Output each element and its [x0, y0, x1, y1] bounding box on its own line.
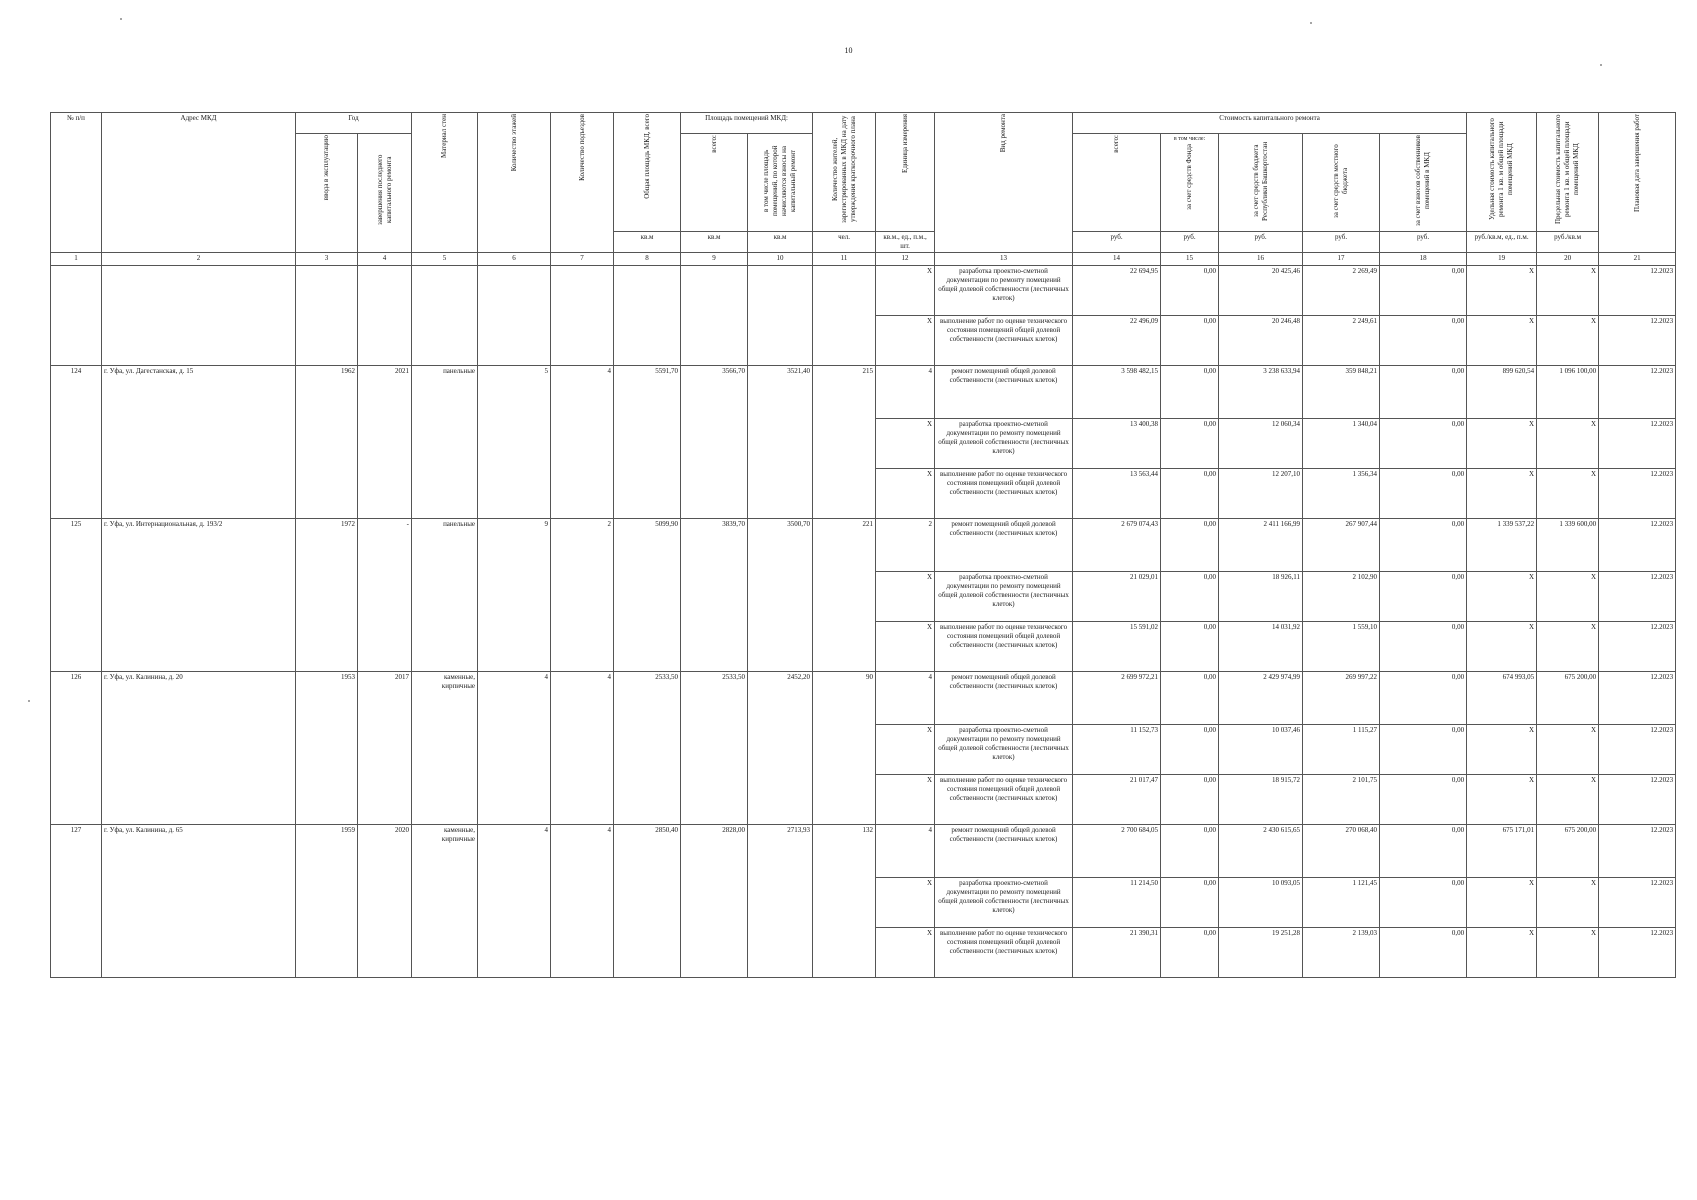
column-number: 10	[748, 253, 813, 266]
year-built: 1972	[296, 519, 358, 672]
cost-fund: 0,00	[1161, 266, 1219, 316]
entrances: 2	[551, 519, 614, 672]
total-area: 2850,40	[614, 825, 681, 978]
unit-cost: 675 171,01	[1467, 825, 1537, 878]
unit-cost-budget-rb: руб.	[1219, 232, 1303, 253]
column-number: 19	[1467, 253, 1537, 266]
wall-material: каменные, кирпичные	[412, 825, 478, 978]
repair-work: выполнение работ по оценке технического состояния помещений общей долевой собственности (лестничных клеток)	[935, 775, 1073, 825]
header-premises-area: Площадь помещений МКД:	[681, 113, 813, 134]
header-cost: Стоимость капитального ремонта	[1073, 113, 1467, 134]
repair-work: разработка проектно-сметной документации по ремонту помещений общей долевой собственности (лестничных клеток)	[935, 419, 1073, 469]
unit-cost: X	[1467, 622, 1537, 672]
building-address: г. Уфа, ул. Дагестанская, д. 15	[102, 366, 296, 519]
empty-cell	[614, 266, 681, 366]
cost-local: 1 340,04	[1303, 419, 1380, 469]
year-last-repair: 2020	[358, 825, 412, 978]
entrances: 4	[551, 672, 614, 825]
unit-cost-fund: руб.	[1161, 232, 1219, 253]
empty-cell	[748, 266, 813, 366]
cost-total: 3 598 482,15	[1073, 366, 1161, 419]
header-cost-owners: за счет взносов собственников помещений в МКД	[1380, 134, 1467, 232]
max-cost: 1 339 600,00	[1537, 519, 1599, 572]
wall-material: панельные	[412, 366, 478, 519]
repair-work: разработка проектно-сметной документации по ремонту помещений общей долевой собственности (лестничных клеток)	[935, 725, 1073, 775]
building-no: 127	[51, 825, 102, 978]
unit-cost: X	[1467, 928, 1537, 978]
header-repair-type: Вид ремонта	[935, 113, 1073, 253]
deadline: 12.2023	[1599, 469, 1676, 519]
total-area: 2533,50	[614, 672, 681, 825]
repair-work: ремонт помещений общей долевой собственности (лестничных клеток)	[935, 672, 1073, 725]
cost-local: 1 356,34	[1303, 469, 1380, 519]
scan-speck	[28, 700, 30, 702]
header-entrances: Количество подъездов	[551, 113, 614, 253]
entrances: 4	[551, 366, 614, 519]
cost-owners: 0,00	[1380, 725, 1467, 775]
table-body	[51, 266, 1676, 978]
repair-work: выполнение работ по оценке технического состояния помещений общей долевой собственности (лестничных клеток)	[935, 316, 1073, 366]
cost-owners: 0,00	[1380, 878, 1467, 928]
cost-total: 22 694,95	[1073, 266, 1161, 316]
max-cost: X	[1537, 266, 1599, 316]
empty-cell	[296, 266, 358, 366]
header-unit-cost: Удельная стоимость капитального ремонта 1 кв. м общей площади помещений МКД	[1467, 113, 1537, 232]
cost-fund: 0,00	[1161, 419, 1219, 469]
floors: 4	[478, 672, 551, 825]
max-cost: X	[1537, 572, 1599, 622]
cost-owners: 0,00	[1380, 469, 1467, 519]
repair-work: разработка проектно-сметной документации по ремонту помещений общей долевой собственности (лестничных клеток)	[935, 572, 1073, 622]
unit-cost: 899 620,54	[1467, 366, 1537, 419]
premises-repair: 3500,70	[748, 519, 813, 672]
residents: 132	[813, 825, 876, 978]
header-cost-local: за счет средств местного бюджета	[1303, 134, 1380, 232]
header-year-commission: ввода в эксплуатацию	[296, 134, 358, 253]
table-row	[51, 672, 1676, 725]
table-header	[51, 113, 1676, 266]
deadline: 12.2023	[1599, 316, 1676, 366]
cost-fund: 0,00	[1161, 622, 1219, 672]
deadline: 12.2023	[1599, 672, 1676, 725]
premises-total: 2828,00	[681, 825, 748, 978]
cost-total: 13 400,38	[1073, 419, 1161, 469]
cost-owners: 0,00	[1380, 672, 1467, 725]
premises-total: 2533,50	[681, 672, 748, 825]
column-number: 9	[681, 253, 748, 266]
cost-budget-rb: 3 238 633,94	[1219, 366, 1303, 419]
cost-local: 359 848,21	[1303, 366, 1380, 419]
unit-unit-cost: руб./кв.м, ед., п.м.	[1467, 232, 1537, 253]
cost-budget-rb: 12 060,34	[1219, 419, 1303, 469]
wall-material: панельные	[412, 519, 478, 672]
cost-total: 21 017,47	[1073, 775, 1161, 825]
cost-local: 2 101,75	[1303, 775, 1380, 825]
repair-work: выполнение работ по оценке технического состояния помещений общей долевой собственности (лестничных клеток)	[935, 622, 1073, 672]
cost-budget-rb: 18 926,11	[1219, 572, 1303, 622]
unit-qty: X	[876, 572, 935, 622]
empty-cell	[551, 266, 614, 366]
deadline: 12.2023	[1599, 266, 1676, 316]
cost-total: 2 679 074,43	[1073, 519, 1161, 572]
cost-budget-rb: 10 093,05	[1219, 878, 1303, 928]
cost-local: 267 907,44	[1303, 519, 1380, 572]
scan-speck	[1310, 22, 1312, 24]
cost-total: 21 390,31	[1073, 928, 1161, 978]
unit-cost: X	[1467, 572, 1537, 622]
unit-max-cost: руб./кв.м	[1537, 232, 1599, 253]
cost-budget-rb: 10 037,46	[1219, 725, 1303, 775]
deadline: 12.2023	[1599, 878, 1676, 928]
column-number: 7	[551, 253, 614, 266]
cost-owners: 0,00	[1380, 928, 1467, 978]
cost-local: 2 139,03	[1303, 928, 1380, 978]
column-number: 4	[358, 253, 412, 266]
entrances: 4	[551, 825, 614, 978]
unit-qty: X	[876, 316, 935, 366]
unit-qty: 4	[876, 672, 935, 725]
column-number: 20	[1537, 253, 1599, 266]
unit-qty: X	[876, 469, 935, 519]
cost-fund: 0,00	[1161, 519, 1219, 572]
cost-local: 1 115,27	[1303, 725, 1380, 775]
cost-local: 1 121,45	[1303, 878, 1380, 928]
building-no: 126	[51, 672, 102, 825]
unit-cost: X	[1467, 775, 1537, 825]
cost-owners: 0,00	[1380, 419, 1467, 469]
header-deadline: Плановая дата завершения работ	[1599, 113, 1676, 253]
total-area: 5099,90	[614, 519, 681, 672]
empty-cell	[102, 266, 296, 366]
cost-owners: 0,00	[1380, 825, 1467, 878]
premises-repair: 3521,40	[748, 366, 813, 519]
unit-qty: X	[876, 622, 935, 672]
cost-fund: 0,00	[1161, 672, 1219, 725]
column-number: 17	[1303, 253, 1380, 266]
cost-budget-rb: 19 251,28	[1219, 928, 1303, 978]
floors: 4	[478, 825, 551, 978]
header-premises-total: всего:	[681, 134, 748, 232]
unit-qty: 4	[876, 825, 935, 878]
unit-qty: 2	[876, 519, 935, 572]
max-cost: X	[1537, 622, 1599, 672]
unit-cost-local: руб.	[1303, 232, 1380, 253]
column-number: 18	[1380, 253, 1467, 266]
empty-cell	[478, 266, 551, 366]
header-total-area: Общая площадь МКД, всего	[614, 113, 681, 232]
residents: 221	[813, 519, 876, 672]
header-unit: Единица измерения	[876, 113, 935, 232]
cost-local: 2 269,49	[1303, 266, 1380, 316]
unit-qty: X	[876, 419, 935, 469]
column-number: 2	[102, 253, 296, 266]
cost-fund: 0,00	[1161, 316, 1219, 366]
cost-local: 1 559,10	[1303, 622, 1380, 672]
cost-owners: 0,00	[1380, 622, 1467, 672]
unit-qty: X	[876, 775, 935, 825]
max-cost: X	[1537, 469, 1599, 519]
repair-work: ремонт помещений общей долевой собственности (лестничных клеток)	[935, 519, 1073, 572]
deadline: 12.2023	[1599, 928, 1676, 978]
unit-qty: X	[876, 928, 935, 978]
empty-cell	[51, 266, 102, 366]
cost-total: 15 591,02	[1073, 622, 1161, 672]
header-cost-budget-rb: за счет средств бюджета Республики Башкортостан	[1219, 134, 1303, 232]
table-row	[51, 266, 1676, 316]
unit-cost: 1 339 537,22	[1467, 519, 1537, 572]
unit-cost: X	[1467, 266, 1537, 316]
header-max-cost: Предельная стоимость капитального ремонта 1 кв. м общей площади помещений МКД	[1537, 113, 1599, 232]
header-premises-repair: в том числе площадь помещений, по которой начисляются взносы на капитальный ремонт	[748, 134, 813, 232]
unit-cost: X	[1467, 316, 1537, 366]
deadline: 12.2023	[1599, 775, 1676, 825]
cost-fund: 0,00	[1161, 469, 1219, 519]
column-number: 1	[51, 253, 102, 266]
max-cost: X	[1537, 316, 1599, 366]
residents: 90	[813, 672, 876, 825]
cost-owners: 0,00	[1380, 519, 1467, 572]
table-row	[51, 366, 1676, 419]
deadline: 12.2023	[1599, 519, 1676, 572]
premises-repair: 2452,20	[748, 672, 813, 825]
header-cost-fund: в том числе: за счет средств Фонда	[1161, 134, 1219, 232]
empty-cell	[681, 266, 748, 366]
unit-residents: чел.	[813, 232, 876, 253]
building-address: г. Уфа, ул. Калинина, д. 65	[102, 825, 296, 978]
max-cost: X	[1537, 928, 1599, 978]
unit-qty: X	[876, 266, 935, 316]
premises-total: 3839,70	[681, 519, 748, 672]
wall-material: каменные, кирпичные	[412, 672, 478, 825]
cost-fund: 0,00	[1161, 825, 1219, 878]
cost-owners: 0,00	[1380, 366, 1467, 419]
unit-qty: X	[876, 725, 935, 775]
cost-local: 2 249,61	[1303, 316, 1380, 366]
deadline: 12.2023	[1599, 419, 1676, 469]
cost-local: 2 102,90	[1303, 572, 1380, 622]
cost-total: 2 699 972,21	[1073, 672, 1161, 725]
deadline: 12.2023	[1599, 622, 1676, 672]
column-number: 12	[876, 253, 935, 266]
header-cost-total: всего:	[1073, 134, 1161, 232]
cost-budget-rb: 14 031,92	[1219, 622, 1303, 672]
column-number: 6	[478, 253, 551, 266]
unit-unit: кв.м., ед., п.м., шт.	[876, 232, 935, 253]
deadline: 12.2023	[1599, 572, 1676, 622]
max-cost: X	[1537, 419, 1599, 469]
year-last-repair: 2017	[358, 672, 412, 825]
cost-total: 21 029,01	[1073, 572, 1161, 622]
column-number: 16	[1219, 253, 1303, 266]
deadline: 12.2023	[1599, 825, 1676, 878]
cost-owners: 0,00	[1380, 775, 1467, 825]
cost-fund: 0,00	[1161, 928, 1219, 978]
cost-owners: 0,00	[1380, 266, 1467, 316]
header-year: Год	[296, 113, 412, 134]
floors: 5	[478, 366, 551, 519]
header-year-last-repair: завершения последнего капитального ремонта	[358, 134, 412, 253]
repair-work: разработка проектно-сметной документации по ремонту помещений общей долевой собственности (лестничных клеток)	[935, 266, 1073, 316]
cost-fund: 0,00	[1161, 725, 1219, 775]
column-number: 15	[1161, 253, 1219, 266]
cost-budget-rb: 20 246,48	[1219, 316, 1303, 366]
cost-fund: 0,00	[1161, 366, 1219, 419]
cost-budget-rb: 18 915,72	[1219, 775, 1303, 825]
total-area: 5591,70	[614, 366, 681, 519]
year-last-repair: -	[358, 519, 412, 672]
repair-work: ремонт помещений общей долевой собственности (лестничных клеток)	[935, 366, 1073, 419]
header-cost-incl: в том числе:	[1173, 136, 1206, 142]
column-number: 21	[1599, 253, 1676, 266]
column-number: 14	[1073, 253, 1161, 266]
residents: 215	[813, 366, 876, 519]
premises-total: 3566,70	[681, 366, 748, 519]
scan-speck	[1600, 64, 1602, 66]
year-built: 1962	[296, 366, 358, 519]
max-cost: X	[1537, 775, 1599, 825]
header-no: № п/п	[51, 113, 102, 253]
cost-owners: 0,00	[1380, 316, 1467, 366]
floors: 9	[478, 519, 551, 672]
building-address: г. Уфа, ул. Калинина, д. 20	[102, 672, 296, 825]
cost-total: 2 700 684,05	[1073, 825, 1161, 878]
unit-cost: X	[1467, 419, 1537, 469]
repair-work: разработка проектно-сметной документации по ремонту помещений общей долевой собственности (лестничных клеток)	[935, 878, 1073, 928]
cost-budget-rb: 12 207,10	[1219, 469, 1303, 519]
unit-cost: X	[1467, 725, 1537, 775]
column-number: 11	[813, 253, 876, 266]
header-floors: Количество этажей	[478, 113, 551, 253]
max-cost: X	[1537, 878, 1599, 928]
unit-qty: X	[876, 878, 935, 928]
cost-owners: 0,00	[1380, 572, 1467, 622]
cost-budget-rb: 2 411 166,99	[1219, 519, 1303, 572]
unit-cost: 674 993,05	[1467, 672, 1537, 725]
max-cost: 675 200,00	[1537, 672, 1599, 725]
column-number: 3	[296, 253, 358, 266]
unit-total-area: кв.м	[614, 232, 681, 253]
cost-budget-rb: 2 430 615,65	[1219, 825, 1303, 878]
unit-cost-total: руб.	[1073, 232, 1161, 253]
empty-cell	[358, 266, 412, 366]
column-number: 8	[614, 253, 681, 266]
column-number: 13	[935, 253, 1073, 266]
year-built: 1959	[296, 825, 358, 978]
cost-total: 11 152,73	[1073, 725, 1161, 775]
cost-local: 269 997,22	[1303, 672, 1380, 725]
cost-local: 270 068,40	[1303, 825, 1380, 878]
page-number: 10	[844, 46, 853, 55]
column-numbers-row	[51, 253, 1676, 266]
year-built: 1953	[296, 672, 358, 825]
cost-total: 11 214,50	[1073, 878, 1161, 928]
scan-speck	[120, 18, 122, 20]
year-last-repair: 2021	[358, 366, 412, 519]
column-number: 5	[412, 253, 478, 266]
unit-cost: X	[1467, 878, 1537, 928]
cost-fund: 0,00	[1161, 878, 1219, 928]
table-row	[51, 519, 1676, 572]
unit-cost-owners: руб.	[1380, 232, 1467, 253]
cost-fund: 0,00	[1161, 775, 1219, 825]
unit-premises-total: кв.м	[681, 232, 748, 253]
deadline: 12.2023	[1599, 366, 1676, 419]
deadline: 12.2023	[1599, 725, 1676, 775]
building-address: г. Уфа, ул. Интернациональная, д. 193/2	[102, 519, 296, 672]
building-no: 124	[51, 366, 102, 519]
cost-total: 13 563,44	[1073, 469, 1161, 519]
repair-plan-table	[50, 112, 1676, 978]
building-no: 125	[51, 519, 102, 672]
cost-budget-rb: 2 429 974,99	[1219, 672, 1303, 725]
empty-cell	[412, 266, 478, 366]
repair-work: выполнение работ по оценке технического состояния помещений общей долевой собственности (лестничных клеток)	[935, 469, 1073, 519]
repair-work: ремонт помещений общей долевой собственности (лестничных клеток)	[935, 825, 1073, 878]
header-residents: Количество жителей, зарегистрированных в МКД на дату утверждения краткосрочного плана	[813, 113, 876, 232]
cost-budget-rb: 20 425,46	[1219, 266, 1303, 316]
empty-cell	[813, 266, 876, 366]
header-wall-material: Материал стен	[412, 113, 478, 253]
max-cost: X	[1537, 725, 1599, 775]
premises-repair: 2713,93	[748, 825, 813, 978]
max-cost: 1 096 100,00	[1537, 366, 1599, 419]
table-row	[51, 825, 1676, 878]
header-address: Адрес МКД	[102, 113, 296, 253]
unit-premises-repair: кв.м	[748, 232, 813, 253]
repair-work: выполнение работ по оценке технического состояния помещений общей долевой собственности (лестничных клеток)	[935, 928, 1073, 978]
cost-fund: 0,00	[1161, 572, 1219, 622]
unit-qty: 4	[876, 366, 935, 419]
unit-cost: X	[1467, 469, 1537, 519]
cost-total: 22 496,09	[1073, 316, 1161, 366]
max-cost: 675 200,00	[1537, 825, 1599, 878]
